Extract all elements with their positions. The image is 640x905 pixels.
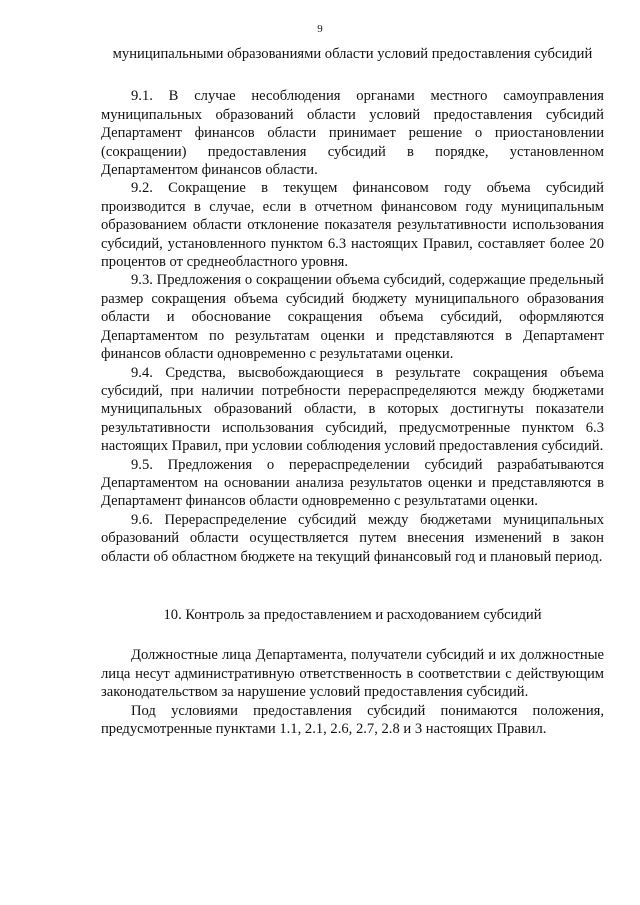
paragraph-9-3: 9.3. Предложения о сокращении объема субсидий, содержащие предельный размер сокращения объема субсидий бюджету муниципального образования области и обоснование сокращения объема субсидий, оформляются Департаментом по результатам оценки и представляются в Департамент финансов области одновременно с результатами оценки. [101, 272, 604, 363]
paragraph-10-conditions: Под условиями предоставления субсидий понимаются положения, предусмотренные пунктами 1.1, 2.1, 2.6, 2.7, 2.8 и 3 настоящих Правил. [101, 702, 604, 737]
page-number: 9 [317, 23, 323, 35]
paragraph-9-5: 9.5. Предложения о перераспределении субсидий разрабатываются Департаментом на основании анализа результатов оценки и представляются в Департамент финансов области одновременно с результатами оценки. [101, 456, 604, 510]
paragraph-9-4: 9.4. Средства, высвобождающиеся в результате сокращения объема субсидий, при наличии потребности перераспределяются между бюджетами муниципальных образований области, в которых достигнуты показатели результативности использования субсидий, предусмотренные пунктом 6.3 настоящих Правил, при условии соблюдения условий предоставления субсидий. [101, 364, 604, 455]
document-body [101, 45, 604, 738]
paragraph-9-6: 9.6. Перераспределение субсидий между бюджетами муниципальных образований области осуществляется путем внесения изменений в закон области об областном бюджете на текущий финансовый год и плановый период. [101, 511, 604, 565]
paragraph-9-2: 9.2. Сокращение в текущем финансовом году объема субсидий производится в случае, если в отчетном финансовом году муниципальным образованием области отклонение показателя результативности использования субсидий, установленного пунктом 6.3 настоящих Правил, составляет более 20 процентов от среднеобластного уровня. [101, 180, 604, 271]
section-10-heading: 10. Контроль за предоставлением и расходованием субсидий [163, 606, 542, 623]
paragraph-9-1: 9.1. В случае несоблюдения органами местного самоуправления муниципальных образований области условий предоставления субсидий Департамент финансов области принимает решение о приостановлении (сокращении) предоставления субсидий в порядке, установленном Департаментом финансов области. [101, 88, 604, 179]
continuation-line: муниципальными образованиями области условий предоставления субсидий [112, 46, 593, 62]
paragraph-10-responsibility: Должностные лица Департамента, получатели субсидий и их должностные лица несут административную ответственность в соответствии с действующим законодательством за нарушение условий предоставления субсидий. [101, 647, 604, 701]
